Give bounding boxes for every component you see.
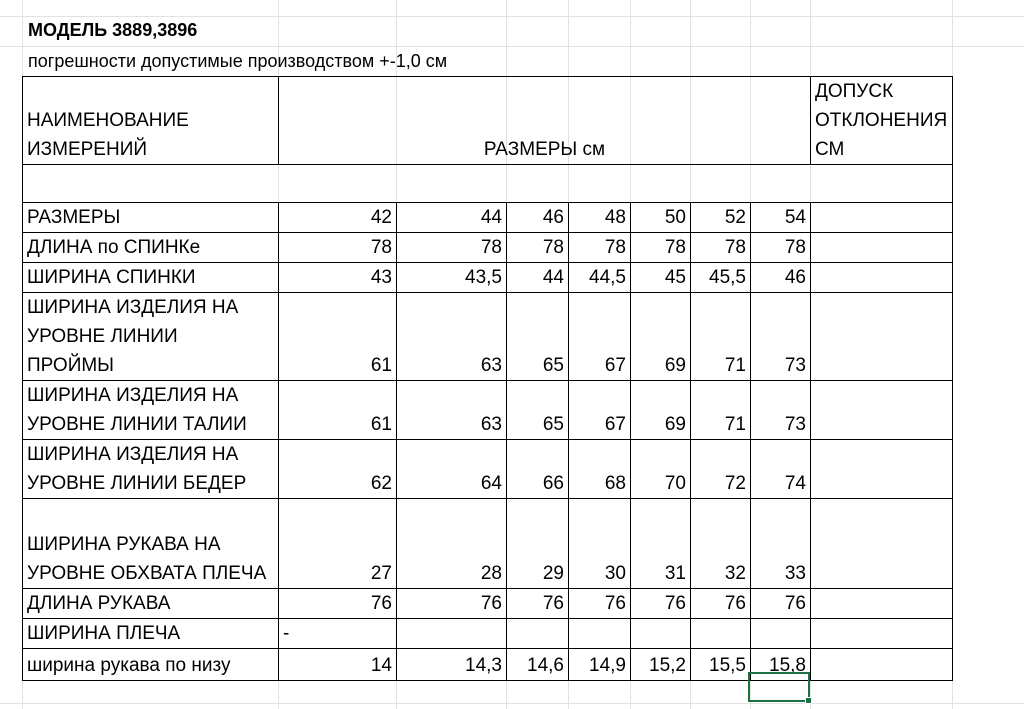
size-value-cell[interactable]: 65 [507,293,569,381]
size-value-cell[interactable]: 78 [569,233,631,263]
measurement-name-cell[interactable]: ДЛИНА по СПИНКе [23,233,279,263]
table-row [23,499,953,589]
size-value-cell[interactable]: 76 [397,589,507,619]
measurement-name-cell[interactable]: РАЗМЕРЫ [23,203,279,233]
size-value-cell[interactable]: 15,5 [691,649,751,681]
size-value-cell[interactable]: 76 [691,589,751,619]
table-row [23,263,953,293]
empty-row [23,165,953,203]
table-row [23,233,953,263]
size-value-cell[interactable]: 67 [569,293,631,381]
measurements-table [22,76,953,681]
size-value-cell[interactable]: 46 [751,263,811,293]
size-value-cell[interactable]: 65 [507,381,569,440]
gridline [0,16,1024,17]
size-value-cell[interactable]: 29 [507,499,569,589]
tolerance-cell[interactable] [811,589,953,619]
table-row [23,381,953,440]
tolerance-cell[interactable] [811,263,953,293]
size-value-cell[interactable]: 64 [397,440,507,499]
tolerance-cell[interactable] [811,619,953,649]
size-value-cell[interactable]: 78 [691,233,751,263]
model-title[interactable]: МОДЕЛЬ 3889,3896 [28,20,198,40]
tolerance-cell[interactable] [811,381,953,440]
size-value-cell[interactable]: 54 [751,203,811,233]
size-value-cell[interactable] [751,619,811,649]
measurement-name-cell[interactable]: ШИРИНА ИЗДЕЛИЯ НА УРОВНЕ ЛИНИИ БЕДЕР [23,440,279,499]
size-value-cell[interactable]: 76 [631,589,691,619]
size-value-cell[interactable]: 14,3 [397,649,507,681]
size-value-cell[interactable]: 76 [279,589,397,619]
table-row [23,619,953,649]
table-row [23,649,953,681]
empty-merged-cell[interactable] [23,165,953,203]
measurement-name-cell[interactable]: ШИРИНА СПИНКИ [23,263,279,293]
tolerance-cell[interactable] [811,293,953,381]
size-value-cell[interactable]: 66 [507,440,569,499]
size-value-cell[interactable]: 15,8 [751,649,811,681]
measurement-name-cell[interactable]: ШИРИНА РУКАВА НА УРОВНЕ ОБХВАТА ПЛЕЧА [23,499,279,589]
size-value-cell[interactable]: 44 [507,263,569,293]
size-value-cell[interactable]: 14,6 [507,649,569,681]
measurement-name-cell[interactable]: ДЛИНА РУКАВА [23,589,279,619]
size-value-cell[interactable] [691,619,751,649]
measurement-name-cell[interactable]: ширина рукава по низу [23,649,279,681]
size-value-cell[interactable]: 62 [279,440,397,499]
size-value-cell[interactable]: 63 [397,381,507,440]
gridline [0,703,1024,704]
size-value-cell[interactable]: 14 [279,649,397,681]
size-value-cell[interactable]: 70 [631,440,691,499]
size-value-cell[interactable]: 61 [279,381,397,440]
measurement-name-header[interactable]: НАИМЕНОВАНИЕ ИЗМЕРЕНИЙ [23,77,279,165]
size-value-cell[interactable]: 68 [569,440,631,499]
size-value-cell[interactable]: 61 [279,293,397,381]
size-value-cell[interactable]: 45 [631,263,691,293]
size-value-cell[interactable]: 78 [507,233,569,263]
tolerance-cell[interactable] [811,233,953,263]
header-row [23,77,953,165]
size-value-cell[interactable]: 14,9 [569,649,631,681]
size-value-cell[interactable]: 76 [507,589,569,619]
table-row [23,293,953,381]
measurement-name-cell[interactable]: ШИРИНА ПЛЕЧА [23,619,279,649]
sizes-header[interactable]: РАЗМЕРЫ см [279,77,811,165]
size-value-cell[interactable]: 48 [569,203,631,233]
table-row [23,203,953,233]
size-value-cell[interactable]: 43,5 [397,263,507,293]
size-value-cell[interactable]: 72 [691,440,751,499]
size-value-cell[interactable]: 74 [751,440,811,499]
tolerance-cell[interactable] [811,499,953,589]
tolerance-note[interactable]: погрешности допустимые производством +-1,0 см [28,51,448,71]
size-value-cell[interactable] [507,619,569,649]
size-value-cell[interactable]: 46 [507,203,569,233]
size-value-cell[interactable] [397,619,507,649]
size-value-cell[interactable]: 67 [569,381,631,440]
size-value-cell[interactable]: 69 [631,293,691,381]
table-row [23,440,953,499]
size-value-cell[interactable]: - [279,619,397,649]
size-value-cell[interactable]: 73 [751,381,811,440]
size-value-cell[interactable]: 63 [397,293,507,381]
size-value-cell[interactable]: 44,5 [569,263,631,293]
size-value-cell[interactable]: 33 [751,499,811,589]
tolerance-header[interactable]: ДОПУСК ОТКЛОНЕНИЯ СМ [811,77,953,165]
size-value-cell[interactable]: 31 [631,499,691,589]
size-value-cell[interactable] [631,619,691,649]
tolerance-cell[interactable] [811,203,953,233]
size-value-cell[interactable]: 44 [397,203,507,233]
measurement-name-cell[interactable]: ШИРИНА ИЗДЕЛИЯ НА УРОВНЕ ЛИНИИ ТАЛИИ [23,381,279,440]
measurement-name-cell[interactable]: ШИРИНА ИЗДЕЛИЯ НА УРОВНЕ ЛИНИИ ПРОЙМЫ [23,293,279,381]
size-value-cell[interactable]: 30 [569,499,631,589]
size-value-cell[interactable]: 73 [751,293,811,381]
gridline [0,46,1024,47]
tolerance-cell[interactable] [811,649,953,681]
size-value-cell[interactable]: 27 [279,499,397,589]
size-value-cell[interactable]: 15,2 [631,649,691,681]
size-value-cell[interactable]: 43 [279,263,397,293]
tolerance-cell[interactable] [811,440,953,499]
size-value-cell[interactable]: 45,5 [691,263,751,293]
size-value-cell[interactable]: 50 [631,203,691,233]
size-value-cell[interactable]: 52 [691,203,751,233]
table-row [23,589,953,619]
size-value-cell[interactable]: 76 [751,589,811,619]
selected-cell-cursor[interactable] [748,672,810,702]
size-value-cell[interactable]: 71 [691,293,751,381]
size-value-cell[interactable]: 78 [397,233,507,263]
size-value-cell[interactable]: 42 [279,203,397,233]
size-value-cell[interactable]: 78 [631,233,691,263]
size-value-cell[interactable]: 78 [751,233,811,263]
size-value-cell[interactable] [569,619,631,649]
size-value-cell[interactable]: 71 [691,381,751,440]
size-value-cell[interactable]: 76 [569,589,631,619]
size-value-cell[interactable]: 69 [631,381,691,440]
size-value-cell[interactable]: 78 [279,233,397,263]
size-value-cell[interactable]: 32 [691,499,751,589]
size-value-cell[interactable]: 28 [397,499,507,589]
